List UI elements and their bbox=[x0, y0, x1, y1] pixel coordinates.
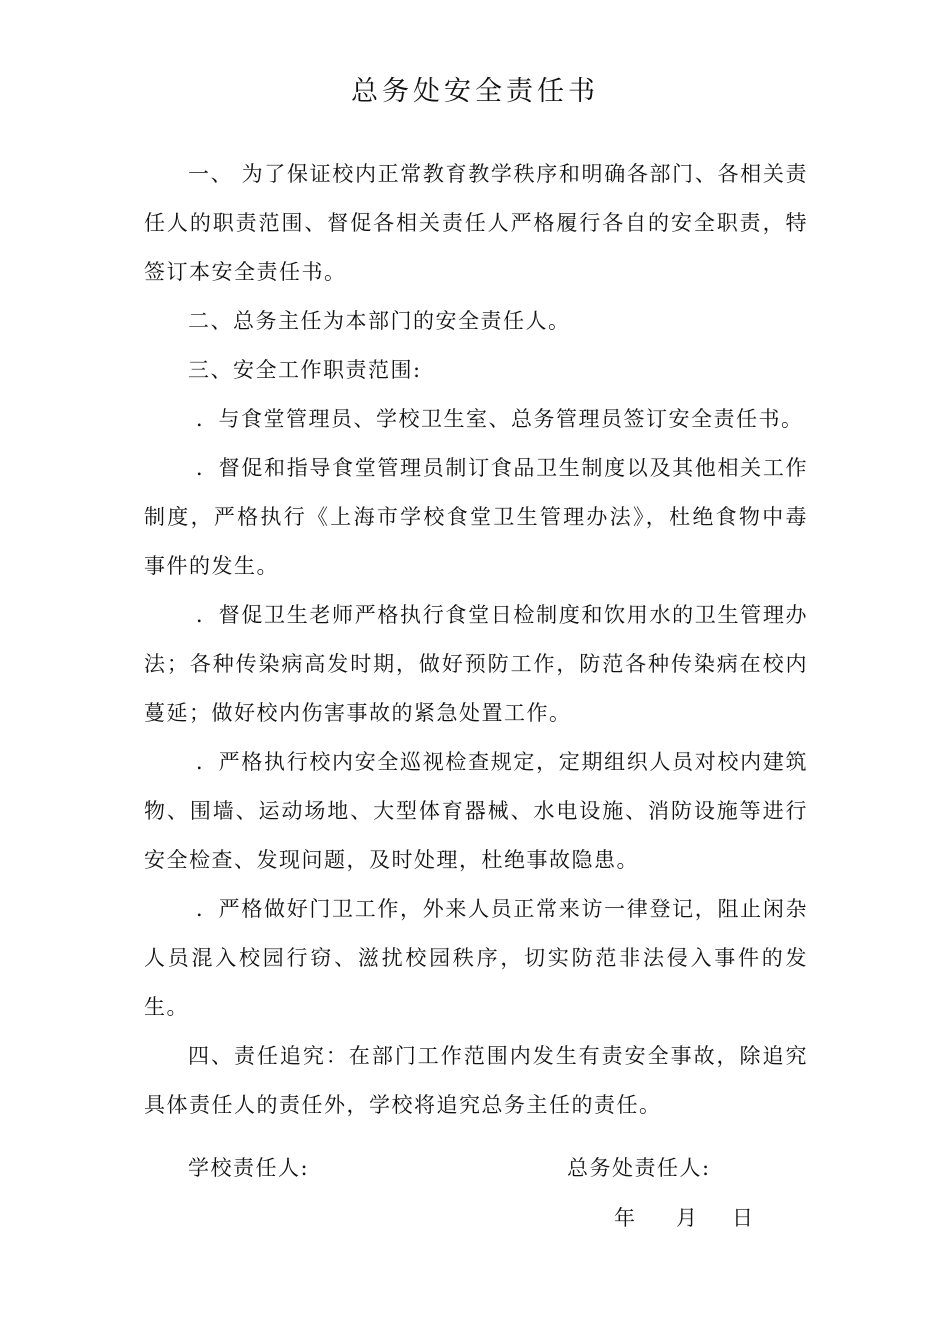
date-line bbox=[614, 1200, 753, 1236]
scope-item-2: ．督促和指导食堂管理员制订食品卫生制度以及其他相关工作制度，严格执行《上海市学校食堂卫生管理办法》，杜绝食物中毒事件的发生。 bbox=[144, 456, 808, 578]
document-title: 总务处安全责任书 bbox=[351, 76, 599, 107]
paragraph-responsible-person: 二、总务主任为本部门的安全责任人。 bbox=[188, 309, 571, 333]
date-month: 月 bbox=[676, 1206, 697, 1230]
scope-item-5: ．严格做好门卫工作，外来人员正常来访一律登记，阻止闲杂人员混入校园行窃、滋扰校园秩序，切实防范非法侵入事件的发生。 bbox=[144, 897, 808, 1019]
date-year: 年 bbox=[614, 1206, 635, 1230]
scope-item-1: ．与食堂管理员、学校卫生室、总务管理员签订安全责任书。 bbox=[196, 407, 804, 431]
paragraph-purpose: 一、 为了保证校内正常教育教学秩序和明确各部门、各相关责任人的职责范围、督促各相关责任人严格履行各自的安全职责，特签订本安全责任书。 bbox=[144, 162, 808, 284]
school-signature-label: 学校责任人: bbox=[188, 1156, 310, 1180]
scope-item-3: ．督促卫生老师严格执行食堂日检制度和饮用水的卫生管理办法；各种传染病高发时期，做好预防工作，防范各种传染病在校内蔓延；做好校内伤害事故的紧急处置工作。 bbox=[144, 603, 808, 725]
paragraph-scope-heading: 三、安全工作职责范围: bbox=[188, 358, 422, 382]
scope-item-4: ．严格执行校内安全巡视检查规定，定期组织人员对校内建筑物、围墙、运动场地、大型体育器械、水电设施、消防设施等进行安全检查、发现问题，及时处理，杜绝事故隐患。 bbox=[144, 750, 808, 872]
paragraph-accountability: 四、责任追究：在部门工作范围内发生有责安全事故，除追究具体责任人的责任外，学校将追究总务主任的责任。 bbox=[144, 1044, 808, 1117]
department-signature-label: 总务处责任人: bbox=[567, 1156, 711, 1180]
document-body bbox=[144, 150, 808, 1130]
date-day: 日 bbox=[732, 1206, 753, 1230]
